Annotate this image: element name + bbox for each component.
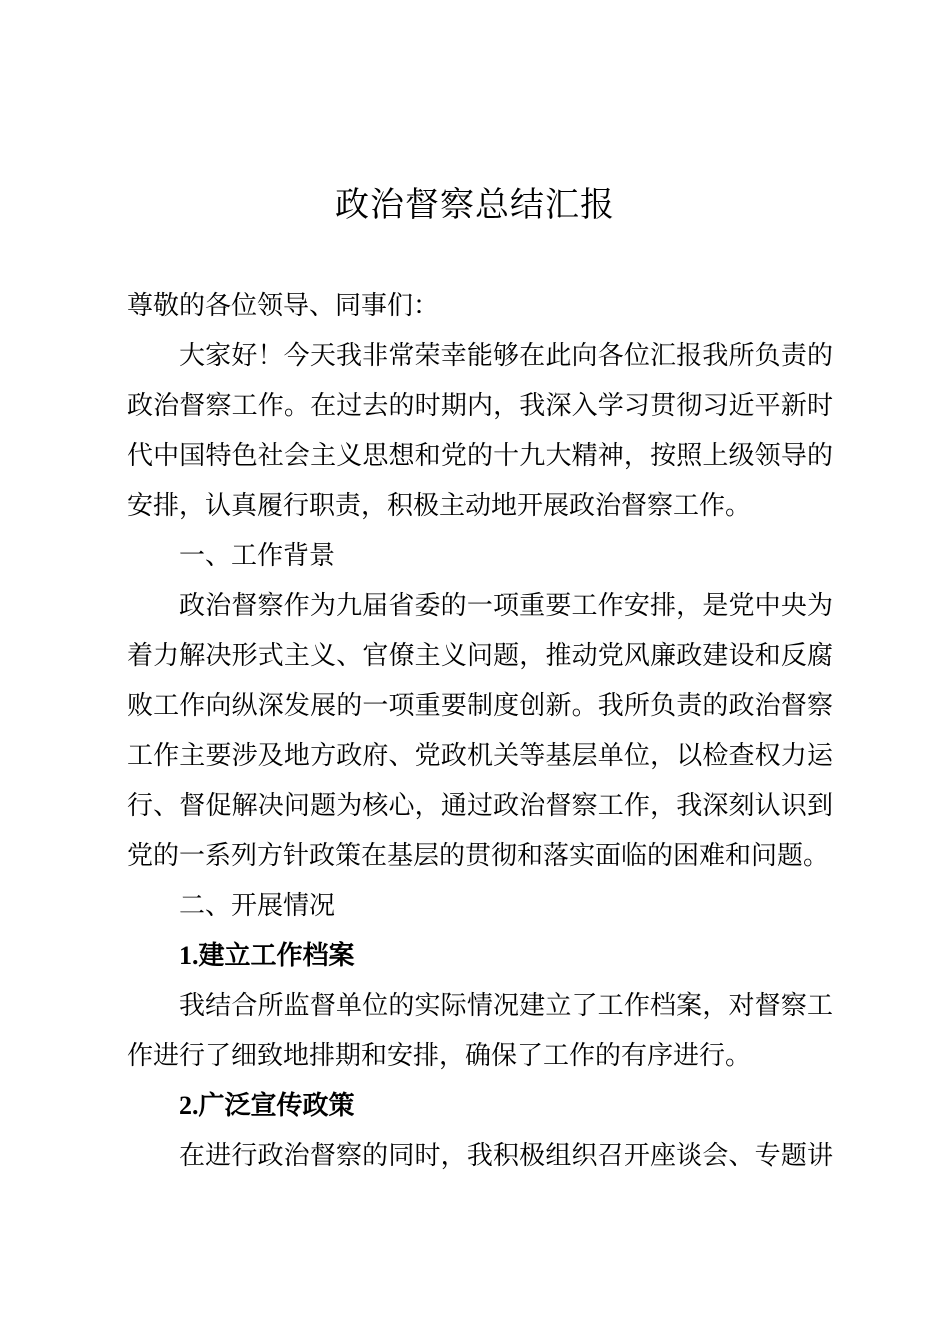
paragraph-line: 安排，认真履行职责，积极主动地开展政治督察工作。	[127, 491, 752, 521]
paragraph-line: 政治督察工作。在过去的时期内，我深入学习贯彻习近平新时	[127, 391, 833, 421]
section-heading-background: 一、工作背景	[179, 541, 336, 571]
subheading-text: 广泛宣传政策	[198, 1091, 355, 1121]
subheading-text: 建立工作档案	[198, 941, 355, 971]
paragraph-line: 大家好！今天我非常荣幸能够在此向各位汇报我所负责的	[179, 341, 833, 371]
section-heading-progress: 二、开展情况	[179, 891, 336, 921]
intro-paragraph	[127, 331, 833, 531]
paragraph-line: 政治督察作为九届省委的一项重要工作安排，是党中央为	[179, 591, 833, 621]
policy-promotion-paragraph	[127, 1131, 833, 1181]
document-body	[127, 281, 833, 1181]
paragraph-line: 在进行政治督察的同时，我积极组织召开座谈会、专题讲	[179, 1141, 833, 1171]
salutation: 尊敬的各位领导、同事们：	[127, 291, 440, 321]
background-paragraph	[127, 581, 833, 881]
paragraph-line: 行、督促解决问题为核心，通过政治督察工作，我深刻认识到	[127, 791, 833, 821]
subheading-number: 2.	[179, 1091, 199, 1120]
paragraph-line: 着力解决形式主义、官僚主义问题，推动党风廉政建设和反腐	[127, 641, 833, 671]
paragraph-line: 党的一系列方针政策在基层的贯彻和落实面临的困难和问题。	[127, 841, 830, 871]
subheading-work-files	[127, 931, 833, 981]
document-title: 政治督察总结汇报	[335, 185, 615, 225]
subheading-policy-promotion	[127, 1081, 833, 1131]
paragraph-line: 工作主要涉及地方政府、党政机关等基层单位，以检查权力运	[127, 741, 833, 771]
paragraph-line: 我结合所监督单位的实际情况建立了工作档案，对督察工	[179, 991, 833, 1021]
paragraph-line: 代中国特色社会主义思想和党的十九大精神，按照上级领导的	[127, 441, 833, 471]
paragraph-line: 败工作向纵深发展的一项重要制度创新。我所负责的政治督察	[127, 691, 833, 721]
subheading-number: 1.	[179, 941, 199, 970]
work-files-paragraph	[127, 981, 833, 1081]
paragraph-line: 作进行了细致地排期和安排，确保了工作的有序进行。	[127, 1041, 752, 1071]
